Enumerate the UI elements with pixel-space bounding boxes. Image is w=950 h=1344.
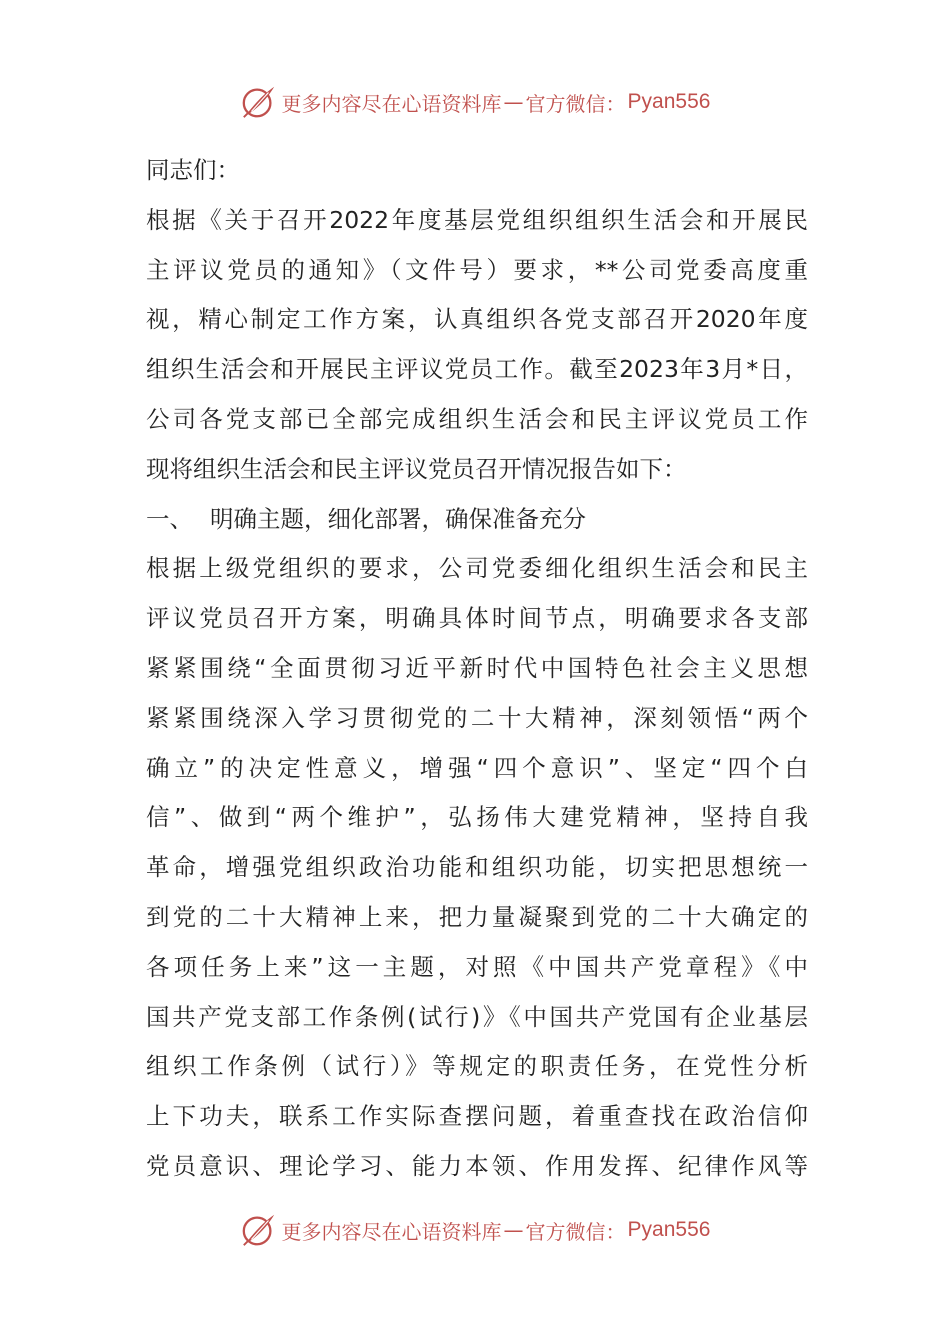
document-body bbox=[146, 146, 808, 1192]
paragraph-line: 主评议党员的通知》（文件号）要求，**公司党委高度重 bbox=[146, 255, 808, 284]
brand-text: 更多内容尽在心语资料库 bbox=[281, 1219, 502, 1244]
quill-in-circle-icon bbox=[240, 1211, 278, 1249]
paragraph-line: 组织生活会和开展民主评议党员工作。截至2023年3月*日， bbox=[146, 355, 808, 384]
paragraph-line: 到党的二十大精神上来，把力量凝聚到党的二十大确定的 bbox=[146, 902, 808, 931]
wechat-id: Pyan556 bbox=[627, 1218, 711, 1241]
paragraph-line: 紧紧围绕“全面贯彻习近平新时代中国特色社会主义思想 bbox=[146, 653, 808, 682]
paragraph-line: 视，精心制定工作方案，认真组织各党支部召开2020年度 bbox=[146, 305, 808, 334]
paragraph-line: 信”、做到“两个维护”，弘扬伟大建党精神，坚持自我 bbox=[146, 803, 808, 832]
paragraph-line: 评议党员召开方案，明确具体时间节点，明确要求各支部 bbox=[146, 604, 808, 633]
paragraph-line: 国共产党支部工作条例(试行)》《中国共产党国有企业基层 bbox=[146, 1002, 808, 1031]
section-number: 一、 bbox=[146, 504, 193, 533]
quill-in-circle-icon bbox=[240, 83, 278, 121]
paragraph-line: 根据上级党组织的要求，公司党委细化组织生活会和民主 bbox=[146, 554, 808, 583]
paragraph-line: 现将组织生活会和民主评议党员召开情况报告如下： bbox=[146, 454, 687, 483]
footer-banner bbox=[0, 1210, 950, 1250]
wechat-label: 官方微信： bbox=[525, 1219, 626, 1244]
wechat-label: 官方微信： bbox=[525, 91, 626, 116]
paragraph-line: 革命，增强党组织政治功能和组织功能，切实把思想统一 bbox=[146, 853, 808, 882]
salutation: 同志们： bbox=[146, 156, 240, 184]
paragraph-line: 党员意识、理论学习、能力本领、作用发挥、纪律作风等 bbox=[146, 1151, 808, 1180]
paragraph-line: 确立”的决定性意义，增强“四个意识”、坚定“四个白 bbox=[146, 753, 808, 782]
paragraph-line: 组织工作条例（试行）》等规定的职责任务，在党性分析 bbox=[146, 1052, 808, 1081]
section-title: 明确主题，细化部署，确保准备充分 bbox=[210, 504, 586, 533]
paragraph-line: 各项任务上来”这一主题，对照《中国共产党章程》《中 bbox=[146, 952, 808, 981]
brand-text: 更多内容尽在心语资料库 bbox=[281, 91, 502, 116]
section-heading bbox=[146, 495, 808, 545]
banner-dash: — bbox=[503, 1218, 524, 1242]
header-banner bbox=[0, 82, 950, 122]
paragraph-line: 根据《关于召开2022年度基层党组织组织生活会和开展民 bbox=[146, 205, 808, 234]
paragraph-line: 上下功夫，联系工作实际查摆问题，着重查找在政治信仰 bbox=[146, 1102, 808, 1131]
paragraph-line: 紧紧围绕深入学习贯彻党的二十大精神，深刻领悟“两个 bbox=[146, 703, 808, 732]
paragraph-line: 公司各党支部已全部完成组织生活会和民主评议党员工作 bbox=[146, 404, 808, 433]
wechat-id: Pyan556 bbox=[627, 90, 711, 113]
banner-dash: — bbox=[503, 90, 524, 114]
